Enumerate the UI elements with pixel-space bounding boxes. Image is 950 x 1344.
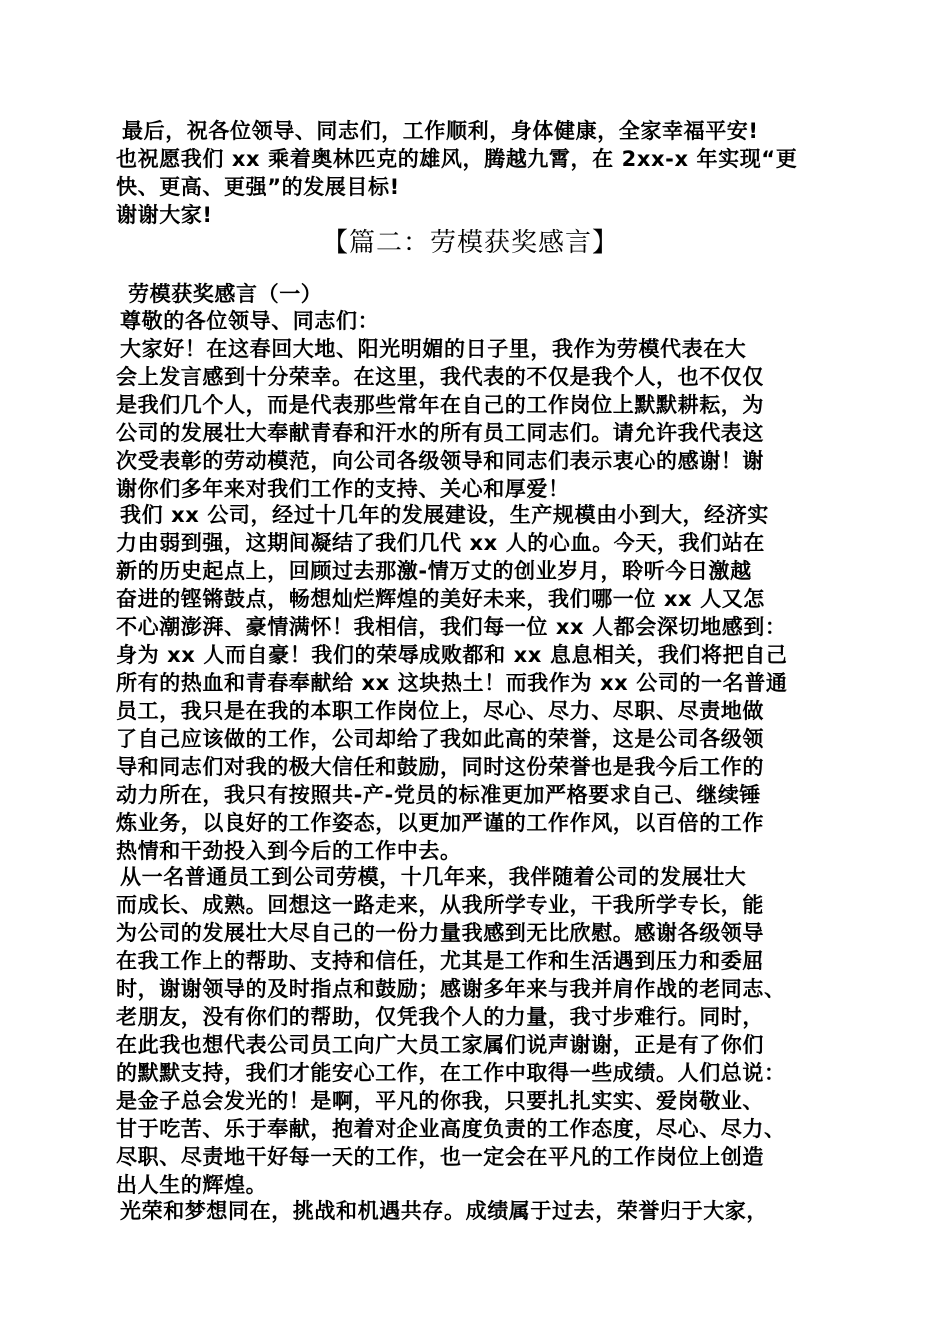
intro-line: 最后，祝各位领导、同志们，工作顺利，身体健康，全家幸福平安! bbox=[122, 119, 759, 143]
paragraph-line: 炼业务，以良好的工作姿态，以更加严谨的工作作风，以百倍的工作 bbox=[116, 811, 764, 835]
paragraph-line: 动力所在，我只有按照共-产-党员的标准更加严格要求自己、继续锤 bbox=[116, 783, 762, 807]
paragraph-line: 老朋友，没有你们的帮助，仅凭我个人的力量，我寸步难行。同时， bbox=[116, 1005, 764, 1029]
paragraph-line: 身为 xx 人而自豪！我们的荣辱成败都和 xx 息息相关，我们将把自己 bbox=[116, 643, 788, 667]
paragraph-line: 是金子总会发光的！是啊，平凡的你我，只要扎扎实实、爱岗敬业、 bbox=[116, 1089, 764, 1113]
paragraph-line: 时，谢谢领导的及时指点和鼓励；感谢多年来与我并肩作战的老同志、 bbox=[116, 977, 786, 1001]
paragraph-line: 了自己应该做的工作，公司却给了我如此高的荣誉，这是公司各级领 bbox=[116, 727, 764, 751]
paragraph-line: 的默默支持，我们才能安心工作，在工作中取得一些成绩。人们总说： bbox=[116, 1061, 786, 1085]
paragraph-line: 员工，我只是在我的本职工作岗位上，尽心、尽力、尽职、尽责地做 bbox=[116, 699, 764, 723]
paragraph-line: 新的历史起点上，回顾过去那激-情万丈的创业岁月，聆听今日激越 bbox=[116, 559, 752, 583]
paragraph-line: 会上发言感到十分荣幸。在这里，我代表的不仅是我个人，也不仅仅 bbox=[116, 365, 764, 389]
paragraph-line: 光荣和梦想同在，挑战和机遇共存。成绩属于过去，荣誉归于大家， bbox=[120, 1199, 768, 1223]
paragraph-line: 导和同志们对我的极大信任和鼓励，同时这份荣誉也是我今后工作的 bbox=[116, 755, 764, 779]
paragraph-line: 谢你们多年来对我们工作的支持、关心和厚爱！ bbox=[116, 477, 570, 501]
paragraph-line: 力由弱到强，这期间凝结了我们几代 xx 人的心血。今天，我们站在 bbox=[116, 531, 765, 555]
paragraph-line: 从一名普通员工到公司劳模，十几年来，我伴随着公司的发展壮大 bbox=[120, 865, 747, 889]
paragraph-line: 尽职、尽责地干好每一天的工作，也一定会在平凡的工作岗位上创造 bbox=[116, 1145, 764, 1169]
paragraph-line: 在我工作上的帮助、支持和信任，尤其是工作和生活遇到压力和委屈 bbox=[116, 949, 764, 973]
intro-line: 谢谢大家! bbox=[116, 203, 213, 227]
paragraph-line: 在此我也想代表公司员工向广大员工家属们说声谢谢，正是有了你们 bbox=[116, 1033, 764, 1057]
paragraph-line: 公司的发展壮大奉献青春和汗水的所有员工同志们。请允许我代表这 bbox=[116, 421, 764, 445]
paragraph-line: 不心潮澎湃、豪情满怀！我相信，我们每一位 xx 人都会深切地感到： bbox=[116, 615, 787, 639]
subtitle: 劳模获奖感言（一） bbox=[128, 282, 323, 306]
intro-line: 也祝愿我们 xx 乘着奥林匹克的雄风，腾越九霄，在 2xx-x 年实现“更 bbox=[116, 147, 798, 171]
paragraph-line: 甘于吃苦、乐于奉献，抱着对企业高度负责的工作态度，尽心、尽力、 bbox=[116, 1117, 786, 1141]
paragraph-line: 出人生的辉煌。 bbox=[116, 1173, 268, 1197]
section-heading: 【篇二：劳模获奖感言】 bbox=[322, 228, 620, 258]
paragraph-line: 我们 xx 公司，经过十几年的发展建设，生产规模由小到大，经济实 bbox=[120, 503, 769, 527]
paragraph-line: 奋进的铿锵鼓点，畅想灿烂辉煌的美好未来，我们哪一位 xx 人又怎 bbox=[116, 587, 765, 611]
paragraph-line: 是我们几个人，而是代表那些常年在自己的工作岗位上默默耕耘，为 bbox=[116, 393, 764, 417]
paragraph-line: 大家好！在这春回大地、阳光明媚的日子里，我作为劳模代表在大 bbox=[120, 337, 747, 361]
intro-line: 快、更高、更强”的发展目标! bbox=[116, 175, 400, 199]
paragraph-line: 而成长、成熟。回想这一路走来，从我所学专业，干我所学专长，能 bbox=[116, 893, 764, 917]
paragraph-line: 次受表彰的劳动模范，向公司各级领导和同志们表示衷心的感谢！谢 bbox=[116, 449, 764, 473]
salutation: 尊敬的各位领导、同志们： bbox=[120, 309, 380, 333]
paragraph-line: 为公司的发展壮大尽自己的一份力量我感到无比欣慰。感谢各级领导 bbox=[116, 921, 764, 945]
paragraph-line: 热情和干劲投入到今后的工作中去。 bbox=[116, 839, 462, 863]
paragraph-line: 所有的热血和青春奉献给 xx 这块热土！而我作为 xx 公司的一名普通 bbox=[116, 671, 788, 695]
